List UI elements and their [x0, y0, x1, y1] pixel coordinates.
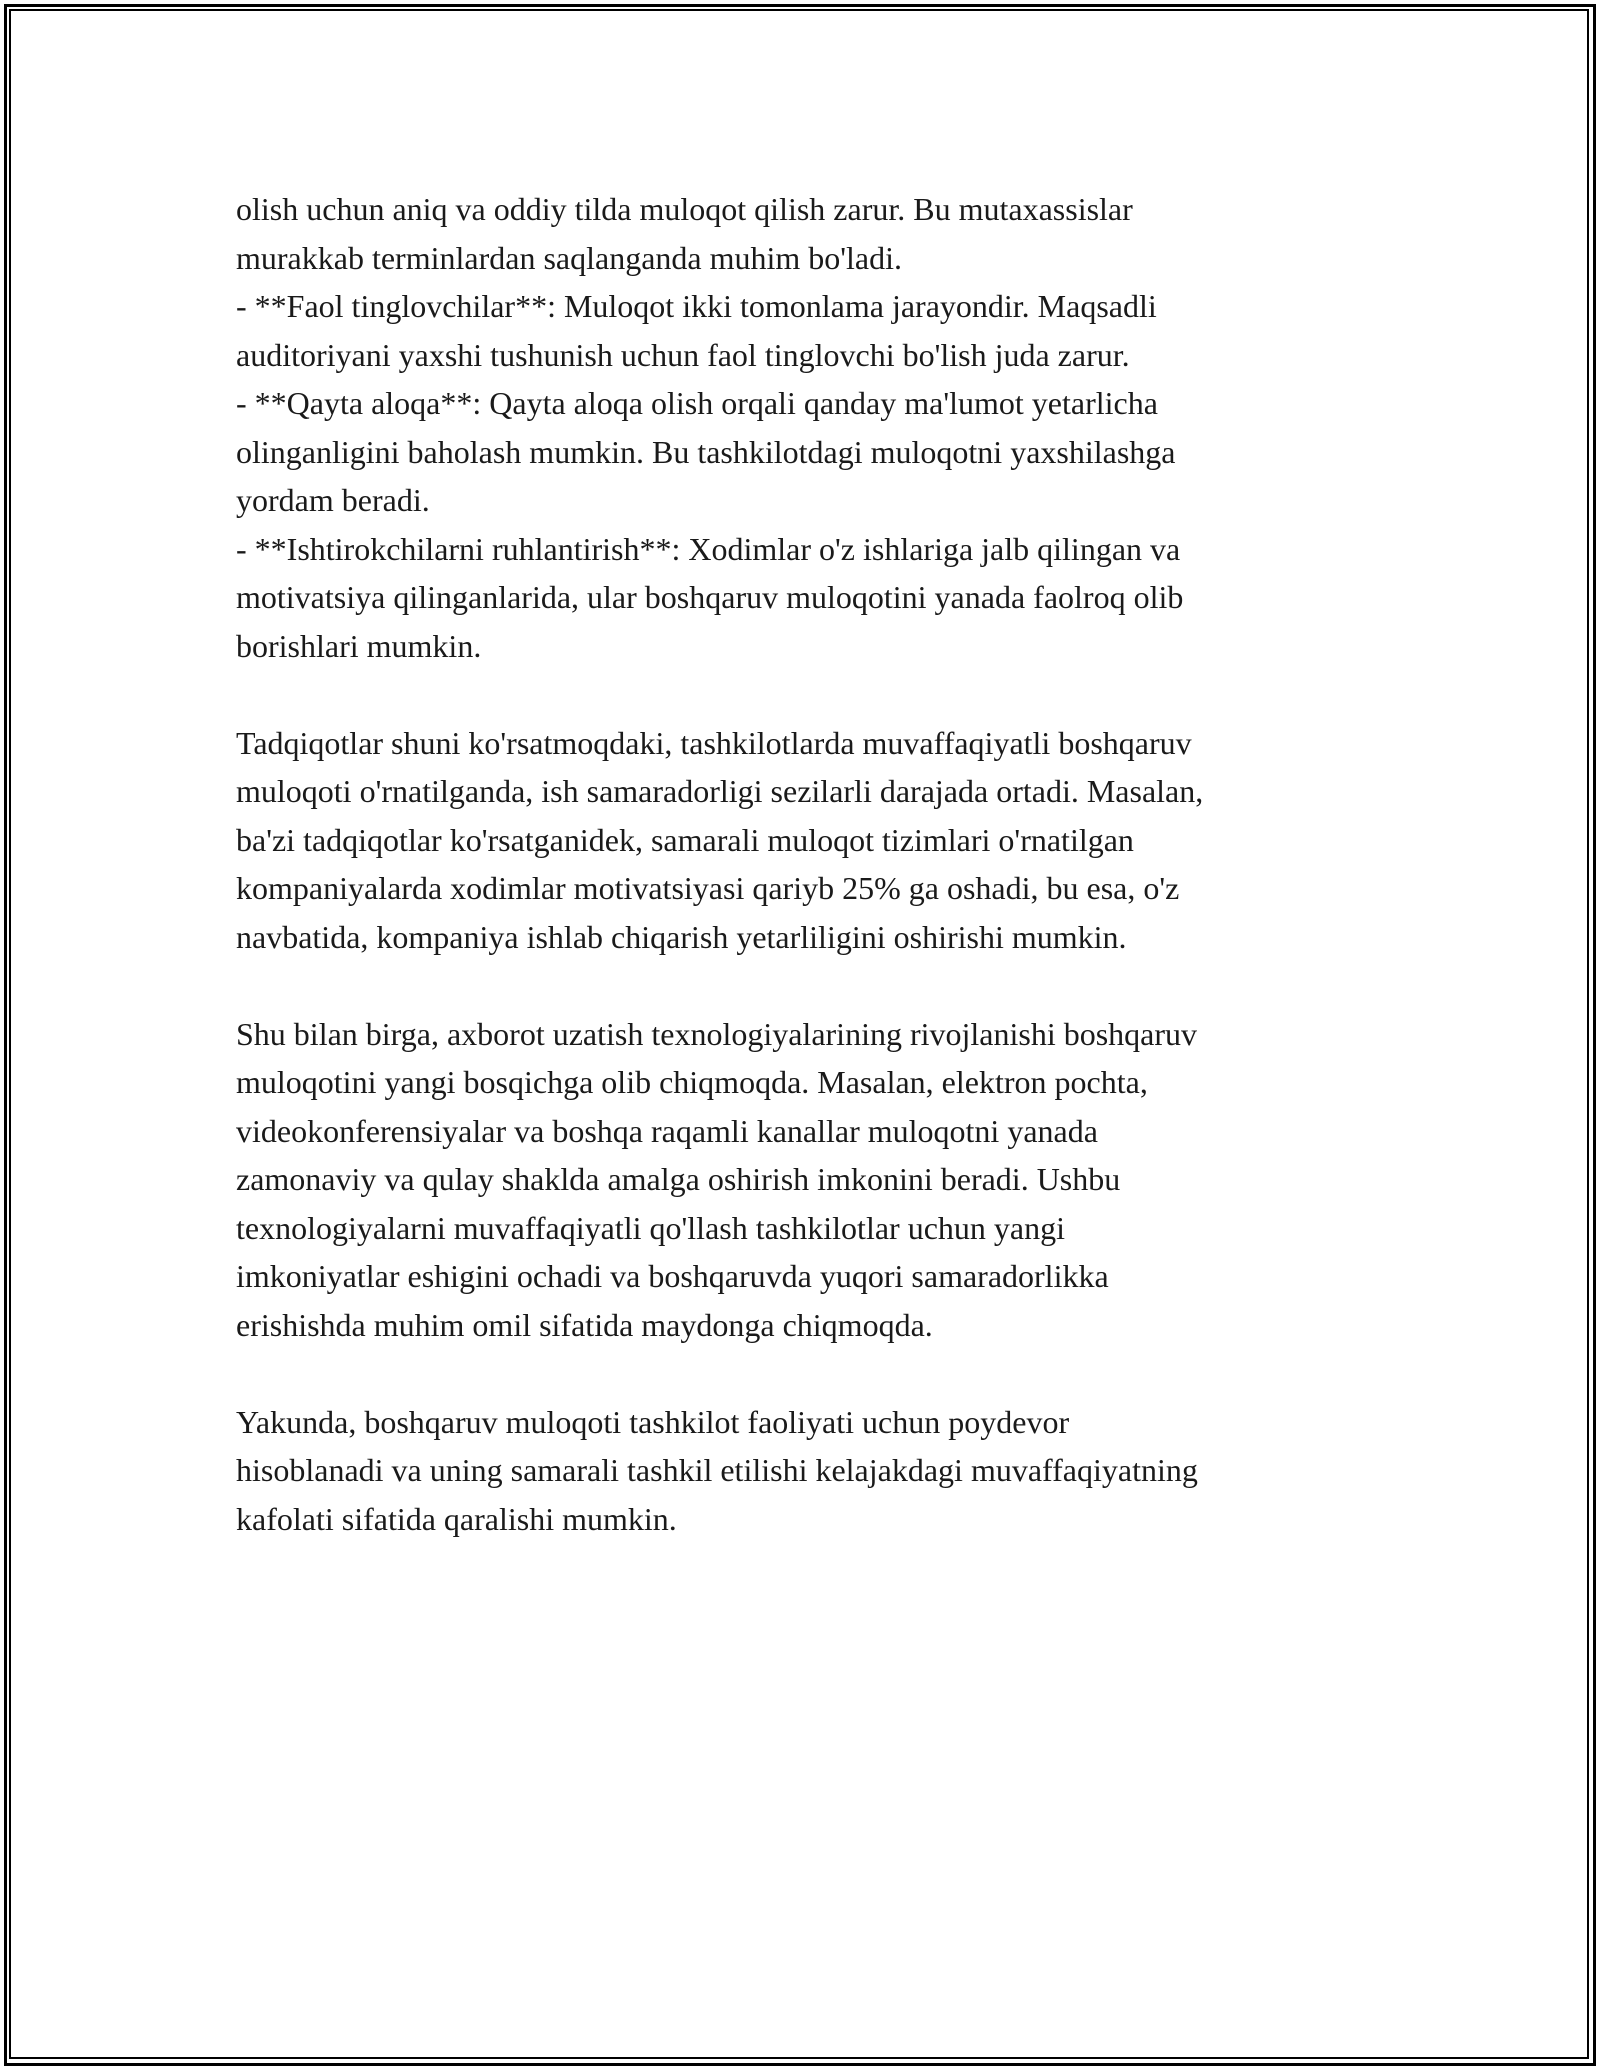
text-line: yordam beradi.: [236, 482, 430, 518]
text-line: murakkab terminlardan saqlanganda muhim bo'ladi.: [236, 239, 903, 276]
text-line: - **Ishtirokchilarni ruhlantirish**: Xodimlar o'z ishlariga jalb qilingan va: [236, 530, 1181, 567]
text-line: - **Faol tinglovchilar**: Muloqot ikki tomonlama jarayondir. Maqsadli: [236, 288, 1157, 324]
paragraph-list-continuation: [236, 185, 1366, 670]
text-line: ba'zi tadqiqotlar ko'rsatganidek, samarali muloqot tizimlari o'rnatilgan: [236, 821, 1134, 858]
text-line: kafolati sifatida qaralishi mumkin.: [236, 1500, 677, 1537]
document-body: [236, 185, 1366, 1543]
text-line: videokonferensiyalar va boshqa raqamli kanallar muloqotni yanada: [236, 1112, 1098, 1149]
paragraph-gap: [236, 961, 1366, 1010]
text-line: muloqoti o'rnatilganda, ish samaradorligi sezilarli darajada ortadi. Masalan,: [236, 773, 1204, 809]
text-line: - **Qayta aloqa**: Qayta aloqa olish orqali qanday ma'lumot yetarlicha: [236, 385, 1158, 421]
text-line: navbatida, kompaniya ishlab chiqarish yetarliligini oshirishi mumkin.: [236, 918, 1127, 955]
text-line: hisoblanadi va uning samarali tashkil etilishi kelajakdagi muvaffaqiyatning: [236, 1452, 1198, 1488]
paragraph-gap: [236, 1349, 1366, 1398]
text-line: Shu bilan birga, axborot uzatish texnologiyalarining rivojlanishi boshqaruv: [236, 1015, 1198, 1052]
text-line: imkoniyatlar eshigini ochadi va boshqaruvda yuqori samaradorlikka: [236, 1258, 1109, 1294]
text-line: kompaniyalarda xodimlar motivatsiyasi qariyb 25% ga oshadi, bu esa, o'z: [236, 870, 1180, 906]
paragraph-conclusion: [236, 1398, 1366, 1544]
text-line: Tadqiqotlar shuni ko'rsatmoqdaki, tashkilotlarda muvaffaqiyatli boshqaruv: [236, 724, 1192, 761]
text-line: olish uchun aniq va oddiy tilda muloqot qilish zarur. Bu mutaxassislar: [236, 191, 1133, 227]
text-line: borishlari mumkin.: [236, 627, 482, 664]
paragraph-technology: [236, 1010, 1366, 1350]
text-line: zamonaviy va qulay shaklda amalga oshirish imkonini beradi. Ushbu: [236, 1161, 1121, 1197]
text-line: erishishda muhim omil sifatida maydonga chiqmoqda.: [236, 1306, 933, 1343]
text-line: texnologiyalarni muvaffaqiyatli qo'llash tashkilotlar uchun yangi: [236, 1209, 1065, 1246]
text-line: Yakunda, boshqaruv muloqoti tashkilot faoliyati uchun poydevor: [236, 1403, 1070, 1440]
text-line: motivatsiya qilinganlarida, ular boshqaruv muloqotini yanada faolroq olib: [236, 579, 1184, 615]
text-line: auditoriyani yaxshi tushunish uchun faol tinglovchi bo'lish juda zarur.: [236, 336, 1130, 373]
paragraph-research: [236, 719, 1366, 962]
paragraph-gap: [236, 670, 1366, 719]
text-line: olinganligini baholash mumkin. Bu tashkilotdagi muloqotni yaxshilashga: [236, 433, 1176, 470]
text-line: muloqotini yangi bosqichga olib chiqmoqda. Masalan, elektron pochta,: [236, 1064, 1148, 1100]
